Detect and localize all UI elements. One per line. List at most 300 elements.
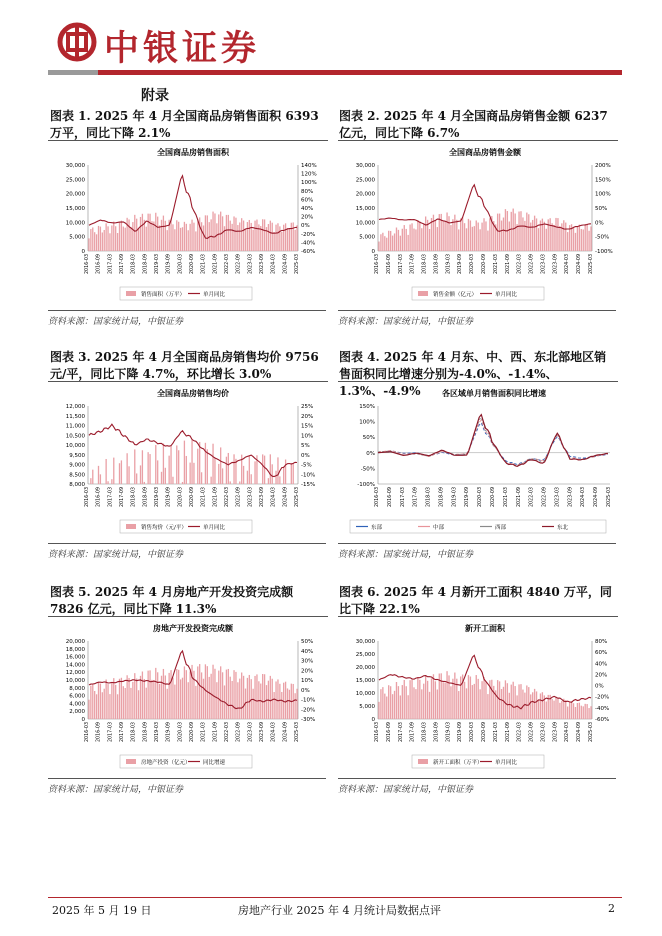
- bar: [448, 675, 449, 719]
- y-tick-label: 15,000: [355, 206, 375, 212]
- bar: [273, 692, 274, 719]
- bar: [279, 684, 280, 719]
- bar: [147, 214, 148, 251]
- y-tick-label: 0: [81, 249, 85, 255]
- bar: [462, 217, 463, 251]
- bar: [136, 219, 137, 251]
- bar: [111, 479, 112, 484]
- bar: [460, 218, 461, 251]
- y-tick-label: 150%: [359, 404, 375, 410]
- bar: [452, 219, 453, 251]
- bar: [409, 680, 410, 719]
- figure-5-caption: 图表 5. 2025 年 4 月房地产开发投资完成额 7826 亿元，同比下降 11.3%: [50, 585, 294, 616]
- x-tick-label: 2018-09: [439, 487, 445, 508]
- bar: [218, 464, 219, 484]
- bar: [272, 679, 273, 719]
- x-tick-label: 2022-09: [542, 487, 548, 508]
- x-tick-label: 2016-09: [96, 722, 102, 743]
- x-tick-label: 2025-03: [295, 722, 300, 743]
- x-tick-label: 2017-03: [398, 722, 404, 743]
- bar: [450, 686, 451, 719]
- bar: [458, 229, 459, 251]
- y-tick-label: 25,000: [355, 177, 375, 184]
- y2-tick-label: -10%: [301, 697, 316, 704]
- y-tick-label: 9,000: [69, 462, 85, 469]
- bar: [518, 684, 519, 719]
- x-tick-label: 2016-09: [386, 722, 392, 743]
- bar: [102, 232, 103, 251]
- bar: [247, 678, 248, 719]
- bar: [153, 222, 154, 251]
- bar: [167, 230, 168, 251]
- bar: [534, 216, 535, 251]
- bar: [429, 692, 430, 719]
- legend-label: 同比增速: [203, 760, 226, 766]
- bar: [522, 217, 523, 251]
- bar: [577, 226, 578, 251]
- y2-tick-label: -60%: [301, 249, 316, 255]
- y-tick-label: 15,000: [355, 678, 375, 684]
- bar: [243, 221, 244, 251]
- bar: [388, 685, 389, 719]
- bar: [478, 679, 479, 719]
- bar: [132, 222, 133, 251]
- x-tick-label: 2020-09: [491, 487, 496, 508]
- bar: [493, 686, 494, 719]
- bar: [565, 700, 566, 719]
- yoy-line: [89, 424, 297, 476]
- x-tick-label: 2021-03: [201, 487, 207, 508]
- y-tick-label: 25,000: [65, 177, 85, 184]
- bar: [92, 684, 93, 719]
- bar: [565, 223, 566, 251]
- chart-investment: [48, 617, 328, 777]
- bar: [182, 227, 183, 251]
- y-tick-label: 14,000: [65, 662, 85, 669]
- bar: [203, 225, 204, 251]
- bar: [220, 212, 221, 251]
- bar: [201, 222, 202, 251]
- bar: [172, 477, 173, 484]
- y2-tick-label: -50%: [595, 234, 610, 241]
- bar: [151, 221, 152, 251]
- y2-tick-label: -15%: [301, 482, 316, 488]
- bar: [176, 445, 177, 484]
- bar: [390, 231, 391, 251]
- y2-tick-label: 200%: [595, 163, 611, 169]
- y-tick-label: 9,500: [69, 452, 85, 459]
- y-tick-label: 11,500: [65, 413, 85, 420]
- figure-6-caption: 图表 6. 2025 年 4 月新开工面积 4840 万平，同比下降 22.1%: [339, 585, 612, 616]
- bar: [394, 691, 395, 719]
- y-tick-label: 0%: [366, 450, 375, 457]
- bar: [243, 466, 244, 484]
- bar: [149, 214, 150, 251]
- bar: [92, 227, 93, 251]
- x-tick-label: 2021-09: [213, 722, 219, 743]
- bar: [551, 699, 552, 719]
- bar: [388, 231, 389, 251]
- y-tick-label: 10,000: [65, 443, 85, 449]
- bar: [390, 686, 391, 719]
- chart-sales-area: [48, 141, 328, 309]
- chart-new-starts: [338, 617, 622, 777]
- series-line: [378, 415, 608, 467]
- bar: [518, 212, 519, 251]
- bar: [100, 227, 101, 251]
- y2-tick-label: 60%: [301, 197, 314, 204]
- chart-title: 全国商品房销售面积: [157, 148, 229, 157]
- source-note-6: 资料来源：国家统计局，中银证券: [338, 778, 616, 795]
- bar: [119, 463, 120, 484]
- bar: [233, 670, 234, 719]
- y-tick-label: 30,000: [355, 639, 375, 645]
- bar: [446, 671, 447, 719]
- bar: [134, 449, 135, 484]
- bar: [167, 689, 168, 719]
- bar: [268, 478, 269, 484]
- bar: [136, 473, 137, 484]
- bar: [92, 470, 93, 484]
- bar: [561, 701, 562, 719]
- bar: [163, 444, 164, 484]
- bar: [553, 701, 554, 719]
- bar: [509, 693, 510, 719]
- bar: [247, 471, 248, 484]
- source-note-1: 资料来源：国家统计局，中银证券: [48, 310, 326, 327]
- x-tick-label: 2023-03: [248, 487, 254, 508]
- figure-2-caption: 图表 2. 2025 年 4 月全国商品房销售金额 6237 亿元，同比下降 6.7%: [339, 109, 608, 140]
- bar: [425, 676, 426, 719]
- bar: [287, 688, 288, 719]
- bar: [266, 685, 267, 719]
- x-tick-label: 2024-03: [565, 254, 571, 275]
- bar: [458, 691, 459, 719]
- x-tick-label: 2024-09: [283, 487, 289, 508]
- bar: [176, 220, 177, 251]
- bar: [186, 224, 187, 251]
- bar: [249, 456, 250, 484]
- bar: [273, 232, 274, 251]
- bar: [241, 673, 242, 719]
- bar: [193, 671, 194, 719]
- bar: [285, 460, 286, 484]
- header-rule-accent: [48, 70, 98, 75]
- bar: [514, 686, 515, 719]
- bar: [174, 229, 175, 251]
- bar: [252, 689, 253, 719]
- bar: [294, 693, 295, 719]
- x-tick-label: 2017-09: [120, 487, 125, 508]
- bar: [128, 678, 129, 719]
- bar: [189, 224, 190, 251]
- bar: [421, 228, 422, 251]
- bar: [199, 664, 200, 719]
- bar: [113, 222, 114, 251]
- bar: [128, 219, 129, 251]
- y-tick-label: 100%: [359, 419, 375, 426]
- legend-label: 销售金额（亿元）: [433, 292, 478, 298]
- x-tick-label: 2020-03: [178, 254, 184, 275]
- bar: [487, 694, 488, 719]
- bar: [441, 673, 442, 719]
- y2-tick-label: 80%: [301, 188, 314, 195]
- bar: [443, 682, 444, 719]
- bar: [532, 220, 533, 251]
- bar: [88, 238, 89, 251]
- bar: [184, 222, 185, 251]
- bar: [419, 221, 420, 251]
- chart-regional-yoy: [338, 382, 622, 542]
- x-tick-label: 2019-03: [155, 487, 160, 508]
- bar: [109, 694, 110, 719]
- x-tick-label: 2022-09: [236, 254, 242, 275]
- bar: [513, 209, 514, 251]
- bar: [197, 666, 198, 719]
- bar: [117, 694, 118, 719]
- bar: [178, 450, 179, 484]
- bar: [590, 706, 591, 719]
- x-tick-label: 2021-03: [201, 254, 207, 275]
- source-note-5: 资料来源：国家统计局，中银证券: [48, 778, 326, 795]
- bar: [142, 214, 143, 251]
- x-tick-label: 2018-09: [434, 254, 440, 275]
- bar: [188, 682, 189, 719]
- bar: [281, 692, 282, 719]
- bar: [251, 474, 252, 484]
- bar: [176, 669, 177, 719]
- figure-3-caption: 图表 3. 2025 年 4 月全国商品房销售均价 9756 元/平，同比下降 4.7%，环比增长 3.0%: [50, 350, 319, 381]
- bar: [394, 233, 395, 251]
- bar: [98, 682, 99, 719]
- bar: [513, 682, 514, 719]
- x-tick-label: 2016-03: [85, 487, 90, 508]
- bar: [483, 677, 484, 719]
- bar: [222, 672, 223, 719]
- bar: [119, 222, 120, 251]
- bar: [100, 684, 101, 719]
- bar: [540, 693, 541, 719]
- bar: [94, 232, 95, 251]
- chart-title: 房地产开发投资完成额: [153, 624, 233, 633]
- bar: [285, 223, 286, 251]
- bar: [275, 225, 276, 251]
- bar: [111, 683, 112, 719]
- bar: [104, 689, 105, 719]
- bar: [546, 229, 547, 251]
- bar: [402, 229, 403, 251]
- y-tick-label: -100%: [357, 482, 375, 488]
- bar: [384, 236, 385, 251]
- bar: [272, 223, 273, 251]
- bar: [409, 225, 410, 251]
- bar: [481, 681, 482, 719]
- bar: [524, 221, 525, 251]
- x-tick-label: 2019-09: [465, 487, 471, 508]
- yoy-line: [379, 185, 591, 232]
- bar: [201, 472, 202, 484]
- x-tick-label: 2022-03: [517, 254, 523, 275]
- bar: [569, 702, 570, 719]
- bar: [165, 675, 166, 719]
- bar: [138, 690, 139, 719]
- x-tick-label: 2025-03: [295, 254, 300, 275]
- x-tick-label: 2022-09: [529, 722, 535, 743]
- bar: [536, 691, 537, 719]
- bar: [293, 463, 294, 484]
- bar: [182, 482, 183, 484]
- legend-box: [412, 287, 544, 300]
- x-tick-label: 2023-09: [260, 487, 265, 508]
- legend-label: 单月同比: [203, 292, 226, 298]
- bar: [214, 458, 215, 484]
- x-tick-label: 2017-03: [108, 722, 114, 743]
- bar: [559, 703, 560, 719]
- bar: [448, 216, 449, 251]
- bar: [168, 673, 169, 719]
- x-tick-label: 2016-09: [96, 254, 102, 275]
- y2-tick-label: -100%: [595, 249, 613, 255]
- x-tick-label: 2019-09: [166, 722, 172, 743]
- y-tick-label: 6,000: [69, 693, 85, 700]
- x-tick-label: 2018-03: [131, 254, 137, 275]
- bar: [585, 224, 586, 251]
- figure-4-caption: 图表 4. 2025 年 4 月东、中、西、东北部地区销售面积同比增速分别为-4.0%、-1.4%、1.3%、-4.9%: [339, 350, 607, 398]
- chart-panel-1: [48, 140, 328, 309]
- bar: [107, 684, 108, 719]
- bar: [588, 708, 589, 719]
- bar: [157, 460, 158, 484]
- bar: [511, 685, 512, 719]
- bar: [573, 703, 574, 719]
- boc-logo-icon: [57, 22, 97, 62]
- y-tick-label: 2,000: [69, 709, 85, 716]
- bar: [585, 704, 586, 719]
- x-tick-label: 2016-03: [375, 487, 380, 508]
- bar: [431, 678, 432, 719]
- bar: [503, 218, 504, 251]
- y2-tick-label: 30%: [301, 658, 314, 665]
- bar: [193, 463, 194, 484]
- y-tick-label: 18,000: [65, 646, 85, 653]
- x-tick-label: 2016-09: [96, 487, 102, 508]
- bar: [230, 221, 231, 251]
- bar: [404, 680, 405, 719]
- bar: [205, 215, 206, 251]
- x-tick-label: 2022-03: [225, 254, 230, 275]
- bar: [454, 673, 455, 719]
- bar: [146, 227, 147, 251]
- x-tick-label: 2021-09: [516, 487, 522, 508]
- bar: [413, 687, 414, 719]
- bar: [155, 668, 156, 719]
- bar: [548, 219, 549, 251]
- bar: [583, 229, 584, 251]
- bar: [415, 689, 416, 719]
- bar: [551, 223, 552, 251]
- bar: [532, 692, 533, 719]
- x-tick-label: 2023-03: [541, 722, 547, 743]
- footer-page-number: 2: [608, 902, 615, 915]
- bar: [406, 686, 407, 719]
- bar: [128, 466, 129, 484]
- legend-swatch: [418, 291, 428, 296]
- legend-label: 单月同比: [495, 760, 518, 766]
- bar: [90, 229, 91, 251]
- x-tick-label: 2021-03: [493, 722, 499, 743]
- y-tick-label: 10,000: [355, 691, 375, 697]
- chart-panel-4: [338, 381, 618, 542]
- bar: [406, 229, 407, 251]
- bar: [386, 696, 387, 719]
- x-tick-label: 2022-03: [225, 722, 230, 743]
- bar: [499, 681, 500, 719]
- bar: [474, 226, 475, 251]
- y2-tick-label: 10%: [301, 678, 314, 684]
- y-tick-label: 10,000: [355, 220, 375, 227]
- bar: [191, 220, 192, 251]
- x-tick-label: 2017-03: [108, 487, 114, 508]
- x-tick-label: 2024-09: [283, 253, 289, 275]
- bar: [178, 670, 179, 719]
- bar: [450, 225, 451, 251]
- y2-tick-label: 40%: [301, 648, 314, 655]
- bar: [417, 677, 418, 719]
- bar: [559, 226, 560, 251]
- x-tick-label: 2021-09: [505, 254, 511, 275]
- y-tick-label: 8,000: [69, 685, 85, 692]
- bar: [205, 664, 206, 719]
- bar: [149, 454, 150, 484]
- bar: [239, 222, 240, 251]
- legend-label: 销售均价（元/平）: [141, 525, 187, 531]
- x-tick-label: 2024-09: [577, 254, 583, 275]
- bar: [165, 468, 166, 484]
- x-tick-label: 2020-09: [190, 722, 195, 743]
- y-tick-label: 5,000: [69, 234, 85, 241]
- bar: [142, 450, 143, 484]
- bar: [117, 233, 118, 251]
- x-tick-label: 2024-03: [271, 487, 277, 508]
- x-tick-label: 2023-09: [553, 254, 559, 275]
- bar: [233, 454, 234, 484]
- bar: [254, 221, 255, 251]
- bar: [563, 220, 564, 251]
- chart-title: 新开工面积: [465, 624, 505, 633]
- bar: [577, 703, 578, 719]
- bar: [281, 232, 282, 251]
- y2-tick-label: -40%: [595, 705, 610, 712]
- bar: [203, 679, 204, 719]
- yoy-line: [379, 655, 591, 709]
- y2-tick-label: 100%: [301, 180, 317, 187]
- bar: [509, 221, 510, 251]
- bar: [130, 688, 131, 719]
- bar: [553, 225, 554, 251]
- bar: [222, 216, 223, 251]
- x-tick-label: 2016-03: [375, 722, 380, 743]
- bar: [294, 230, 295, 251]
- y-tick-label: 11,000: [65, 423, 85, 430]
- bar: [111, 225, 112, 251]
- y2-tick-label: 0%: [301, 223, 310, 230]
- bar: [538, 228, 539, 251]
- bar: [252, 230, 253, 251]
- x-tick-label: 2023-09: [553, 722, 559, 743]
- legend-label: 单月同比: [203, 525, 226, 531]
- y-tick-label: 15,000: [65, 206, 85, 212]
- bar: [511, 212, 512, 251]
